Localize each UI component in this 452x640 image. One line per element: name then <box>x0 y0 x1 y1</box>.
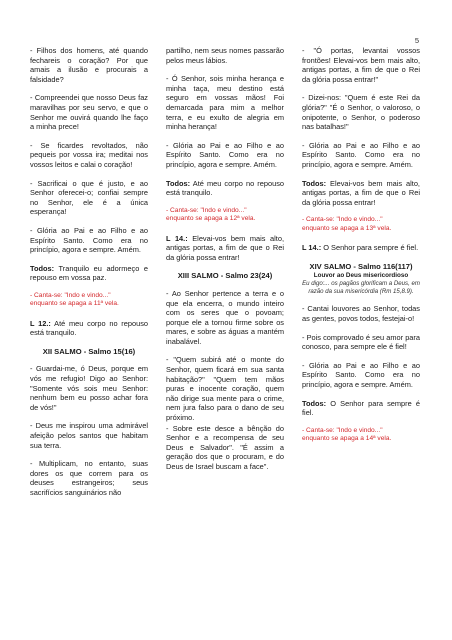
doxology: - Glória ao Pai e ao Filho e ao Espírito Santo. Como era no princípio, agora e sempre. Amém. <box>30 225 148 255</box>
rubric <box>302 427 420 444</box>
verse: - Cantai louvores ao Senhor, todas as gentes, povos todos, festejai-o! <box>302 304 420 323</box>
verse: - Guardai-me, ó Deus, porque em vós me refugio! Digo ao Senhor: "Somente vós sois meu Senhor: nenhum bem eu posso achar fora de vós!" <box>30 364 148 412</box>
rubric-line: - Canta-se: "Indo e vindo..." <box>30 291 111 299</box>
verse: partilho, nem seus nomes passarão pelos meus lábios. <box>166 46 284 65</box>
verse: - Multiplicam, no entanto, suas dores os que correm para os deuses estrangeiros; seus sacrifícios sanguinários não <box>30 459 148 497</box>
verse: - Ao Senhor pertence a terra e o que ela encerra, o mundo inteiro com os seres que o povoam; porque ele a tornou firme sobre os mares, e sobre as águas a mantém inabalável. <box>166 288 284 346</box>
rubric-line: - Canta-se: "Indo e vindo..." <box>166 206 247 214</box>
response-label: Todos: <box>302 178 327 188</box>
response-text: Até meu corpo no repouso está tranquilo. <box>166 178 284 198</box>
response <box>30 264 148 283</box>
column-right <box>302 46 420 454</box>
antiphon <box>166 234 284 263</box>
rubric <box>302 216 420 233</box>
verse: - Dizei-nos: "Quem é este Rei da glória?" "É o Senhor, o valoroso, o onipotente, o Senhor, o poderoso nas batalhas!" <box>302 93 420 132</box>
antiphon <box>30 319 148 338</box>
rubric-line: enquanto se apaga a 14ª vela. <box>302 435 392 443</box>
doxology: - Glória ao Pai e ao Filho e ao Espírito Santo. Como era no princípio, agora e sempre. Amém. <box>302 140 420 169</box>
response-text: O Senhor para sempre é fiel. <box>302 398 420 418</box>
verse: - Filhos dos homens, até quando fechareis o coração? Por que amais a ilusão e procurais a falsidade? <box>30 46 148 84</box>
response <box>166 179 284 198</box>
rubric-line: - Canta-se: "Indo e vindo..." <box>302 216 383 224</box>
verse: - Ó Senhor, sois minha herança e minha taça, meu destino está seguro em vossas mãos! Foi demarcada para mim a melhor terra, e eu exulto de alegria em minha herança! <box>166 74 284 132</box>
verse: - "Ó portas, levantai vossos frontões! Elevai-vos bem mais alto, antigas portas, a fim de que o Rei da glória possa entrar!" <box>302 46 420 84</box>
rubric <box>166 207 284 224</box>
column-middle <box>166 46 284 481</box>
antiphon-label: L 14.: <box>302 243 322 253</box>
verse: - Sacrificai o que é justo, e ao Senhor oferecei-o; confiai sempre no Senhor, ele é a única esperança! <box>30 178 148 217</box>
rubric-line: enquanto se apaga a 12ª vela. <box>166 215 256 223</box>
antiphon-text: Elevai-vos bem mais alto, antigas portas, a fim de que o Rei da glória possa entrar! <box>166 233 284 262</box>
verse: - Compreendei que nosso Deus faz maravilhas por seu servo, e que o Senhor me ouvirá quando lhe faço a minha prece! <box>30 93 148 132</box>
response-text: Tranquilo eu adormeço e repouso em vossa paz. <box>30 263 148 283</box>
rubric-line: enquanto se apaga a 11ª vela. <box>30 300 119 308</box>
antiphon-label: L 14.: <box>166 233 188 243</box>
antiphon-label: L 12.: <box>30 318 51 328</box>
response-label: Todos: <box>302 398 327 408</box>
doxology: - Glória ao Pai e ao Filho e ao Espírito Santo. Como era no princípio, agora e sempre. Amém. <box>166 140 284 169</box>
response <box>302 399 420 418</box>
verse: - Deus me inspirou uma admirável afeição pelos santos que habitam sua terra. <box>30 421 148 450</box>
response <box>302 179 420 208</box>
verse: - Sobre este desce a bênção do Senhor e a recompensa de seu Deus e Salvador". "É assim a geração dos que o procuram, e do Deus de Israel buscam a face". <box>166 423 284 471</box>
verse: - "Quem subirá até o monte do Senhor, quem ficará em sua santa habitação?" "Quem tem mãos puras e inocente coração, quem não dirige sua mente para o crime, nem jura falso para o dano de seu próximo. <box>166 355 284 423</box>
psalm-heading: XIV SALMO - Salmo 116(117) <box>309 261 413 271</box>
antiphon-text: O Senhor para sempre é fiel. <box>321 243 419 253</box>
verse: - Se ficardes revoltados, não pequeis por vossa ira; meditai nos vossos leitos e calai o coração! <box>30 140 148 169</box>
response-label: Todos: <box>166 178 191 188</box>
psalm-subheading: Louvor ao Deus misericordioso <box>313 272 409 280</box>
psalm-heading: XII SALMO - Salmo 15(16) <box>42 346 136 356</box>
psalm-heading: XIII SALMO - Salmo 23(24) <box>177 271 273 281</box>
response-text: Elevai-vos bem mais alto, antigas portas, a fim de que o Rei da glória possa entrar! <box>302 178 420 207</box>
rubric <box>30 292 148 309</box>
doxology: - Glória ao Pai e ao Filho e ao Espírito Santo. Como era no princípio, agora e sempre. Amém. <box>302 360 420 389</box>
scripture-citation: Eu digo:... os pagãos glorificam a Deus, em razão da sua misericórdia (Rm 15,8.9). <box>302 279 420 295</box>
verse: - Pois comprovado é seu amor para conosco, para sempre ele é fiel! <box>302 332 420 352</box>
page-number: 5 <box>414 36 419 45</box>
antiphon <box>302 243 420 253</box>
column-left <box>30 46 148 507</box>
response-label: Todos: <box>30 263 55 273</box>
rubric-line: enquanto se apaga a 13ª vela. <box>302 224 392 232</box>
rubric-line: - Canta-se: "Indo e vindo..." <box>302 426 383 434</box>
antiphon-text: Até meu corpo no repouso está tranquilo. <box>30 318 149 338</box>
